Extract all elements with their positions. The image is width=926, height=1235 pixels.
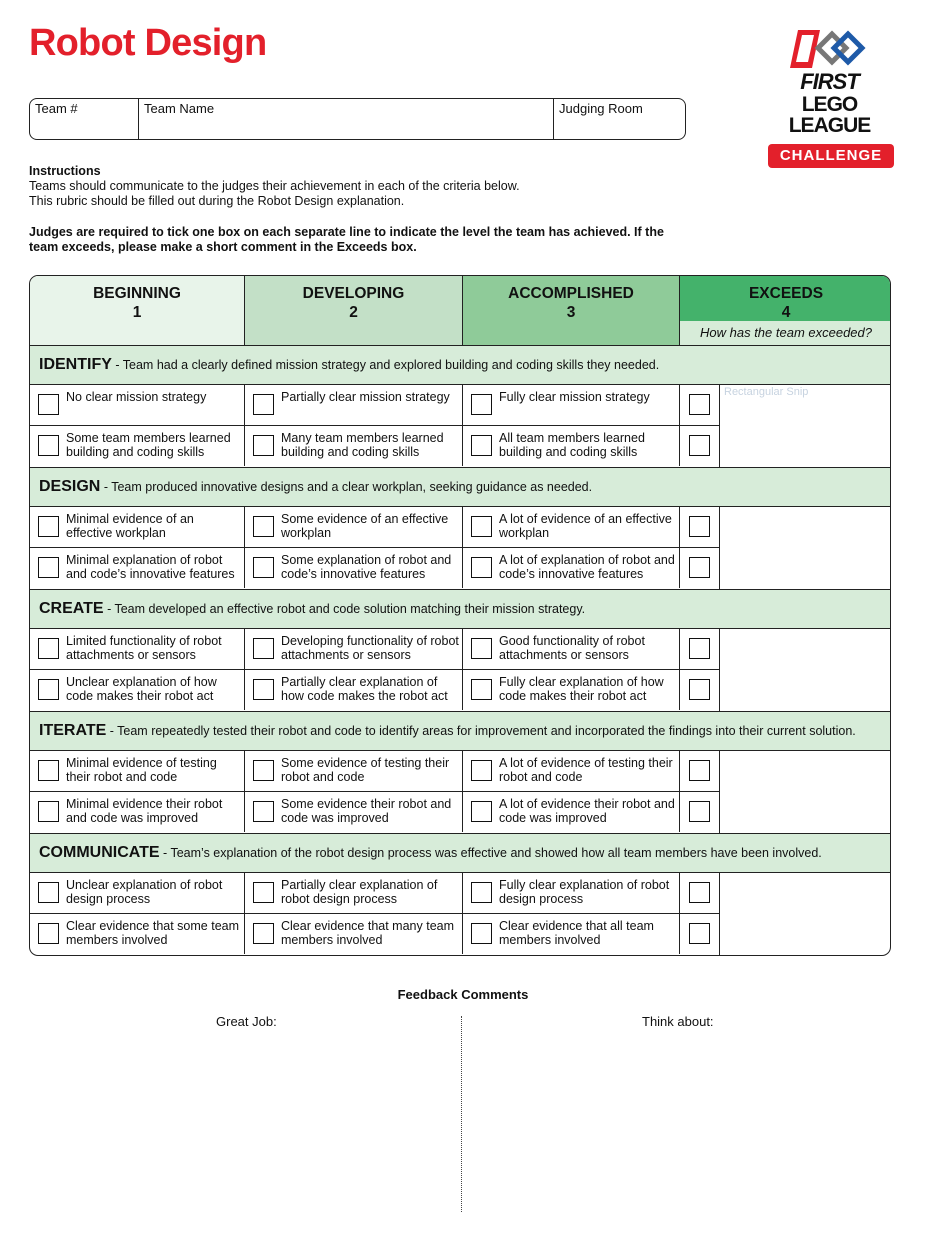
section-header-communicate: [30, 833, 891, 873]
exceeds-checkbox[interactable]: [689, 801, 710, 822]
logo-lego-text: LEGO: [801, 93, 858, 116]
exceeds-checkbox-cell: [680, 507, 720, 548]
criteria-text: Unclear explanation of robot design process: [66, 878, 223, 906]
criteria-text: Minimal evidence of an effective workplan: [66, 512, 194, 540]
criteria-row: [30, 507, 680, 548]
judging-room-label: Judging Room: [559, 101, 643, 116]
criteria-text: A lot of evidence of testing their robot and code: [499, 756, 673, 784]
criteria-cell-beginning: [30, 914, 245, 954]
section-name: CREATE: [39, 600, 104, 617]
criteria-cell-beginning: [30, 751, 245, 791]
exceeds-comment-box[interactable]: [720, 385, 891, 467]
criteria-cell-accomplished: [463, 751, 680, 791]
criteria-text: Partially clear explanation of how code makes the robot act: [281, 675, 448, 703]
section-header-design: [30, 467, 891, 507]
team-number-field[interactable]: [30, 99, 139, 139]
level-name: EXCEEDS: [748, 285, 824, 302]
exceeds-checkbox-cell: [680, 751, 720, 792]
team-info-box: [29, 98, 686, 140]
criteria-text: Minimal evidence of testing their robot and code: [66, 756, 217, 784]
level-checkbox[interactable]: [38, 679, 59, 700]
level-checkbox[interactable]: [471, 679, 492, 700]
criteria-text: A lot of explanation of robot and code’s innovative features: [499, 553, 675, 581]
criteria-cell-beginning: [30, 548, 245, 588]
level-checkbox[interactable]: [38, 923, 59, 944]
instructions-line-1: Teams should communicate to the judges their achievement in each of the criteria below.: [29, 179, 520, 193]
level-checkbox[interactable]: [471, 923, 492, 944]
section-description: - Team repeatedly tested their robot and code to identify areas for improvement and incorporated the findings into their current solution.: [106, 724, 856, 738]
criteria-cell-accomplished: [463, 792, 680, 832]
level-score: 1: [132, 304, 142, 321]
level-checkbox[interactable]: [471, 760, 492, 781]
section-name: COMMUNICATE: [39, 844, 160, 861]
level-checkbox[interactable]: [38, 801, 59, 822]
level-checkbox[interactable]: [253, 435, 274, 456]
exceeds-checkbox[interactable]: [689, 923, 710, 944]
logo-first-text: FIRST: [800, 69, 859, 94]
criteria-text: Clear evidence that some team members involved: [66, 919, 240, 947]
team-name-field[interactable]: [139, 99, 554, 139]
level-checkbox[interactable]: [253, 923, 274, 944]
section-name: ITERATE: [39, 722, 107, 739]
exceeds-comment-box[interactable]: [720, 751, 891, 833]
criteria-cell-accomplished: [463, 873, 680, 913]
criteria-text: Clear evidence that many team members involved: [281, 919, 455, 947]
team-number-label: Team #: [35, 101, 78, 116]
section-header-create: [30, 589, 891, 629]
level-checkbox[interactable]: [38, 760, 59, 781]
criteria-cell-developing: [245, 751, 463, 791]
criteria-cell-beginning: [30, 670, 245, 710]
level-header-beginning: [30, 276, 245, 345]
logo-league-text: LEAGUE: [788, 114, 871, 137]
exceeds-checkbox[interactable]: [689, 882, 710, 903]
criteria-text: Some explanation of robot and code’s innovative features: [281, 553, 452, 581]
criteria-cell-accomplished: [463, 385, 680, 425]
level-checkbox[interactable]: [471, 516, 492, 537]
faint-watermark-text: Rectangular Snip: [724, 386, 809, 398]
criteria-cell-developing: [245, 548, 463, 588]
level-checkbox[interactable]: [471, 801, 492, 822]
criteria-cell-developing: [245, 507, 463, 547]
level-checkbox[interactable]: [253, 638, 274, 659]
section-header-iterate: [30, 711, 891, 751]
criteria-cell-developing: [245, 914, 463, 954]
level-checkbox[interactable]: [38, 882, 59, 903]
exceeds-checkbox-cell: [680, 873, 720, 914]
feedback-think-about-label: Think about:: [642, 1014, 714, 1029]
exceeds-checkbox-cell: [680, 548, 720, 589]
criteria-text: A lot of evidence their robot and code was improved: [499, 797, 675, 825]
criteria-text: Limited functionality of robot attachments or sensors: [66, 634, 222, 662]
criteria-text: Fully clear explanation of how code makes their robot act: [499, 675, 664, 703]
criteria-cell-beginning: [30, 426, 245, 466]
page-title: Robot Design: [29, 22, 267, 64]
criteria-cell-beginning: [30, 873, 245, 913]
criteria-cell-accomplished: [463, 548, 680, 588]
criteria-text: All team members learned building and coding skills: [499, 431, 645, 459]
exceeds-comment-box[interactable]: [720, 629, 891, 711]
section-name: DESIGN: [39, 478, 101, 495]
criteria-text: Unclear explanation of how code makes their robot act: [66, 675, 217, 703]
exceeds-checkbox-cell: [680, 629, 720, 670]
instructions-line-2: This rubric should be filled out during the Robot Design explanation.: [29, 194, 405, 208]
criteria-cell-accomplished: [463, 914, 680, 954]
challenge-badge: CHALLENGE: [768, 144, 894, 168]
criteria-cell-developing: [245, 385, 463, 425]
criteria-cell-beginning: [30, 385, 245, 425]
section-description: - Team developed an effective robot and code solution matching their mission strategy.: [103, 602, 586, 616]
level-checkbox[interactable]: [253, 882, 274, 903]
criteria-text: Partially clear mission strategy: [281, 390, 450, 404]
exceeds-checkbox[interactable]: [689, 679, 710, 700]
level-score: 3: [566, 304, 576, 321]
criteria-text: Partially clear explanation of robot design process: [281, 878, 438, 906]
criteria-text: Some evidence of an effective workplan: [281, 512, 449, 540]
criteria-text: Good functionality of robot attachments or sensors: [499, 634, 645, 662]
instructions-heading: Instructions: [29, 164, 101, 178]
exceeds-checkbox[interactable]: [689, 435, 710, 456]
criteria-row: [30, 873, 680, 914]
level-checkbox[interactable]: [471, 557, 492, 578]
criteria-cell-beginning: [30, 507, 245, 547]
section-description: - Team produced innovative designs and a clear workplan, seeking guidance as needed.: [100, 480, 593, 494]
judging-room-field[interactable]: [554, 99, 685, 139]
level-checkbox[interactable]: [253, 679, 274, 700]
criteria-cell-developing: [245, 670, 463, 710]
level-checkbox[interactable]: [253, 516, 274, 537]
exceeds-comment-box[interactable]: [720, 507, 891, 589]
exceeds-checkbox-cell: [680, 914, 720, 955]
criteria-cell-beginning: [30, 629, 245, 669]
exceeds-checkbox[interactable]: [689, 760, 710, 781]
level-checkbox[interactable]: [471, 435, 492, 456]
criteria-row: [30, 426, 680, 467]
exceeds-checkbox-cell: [680, 792, 720, 833]
exceeds-checkbox[interactable]: [689, 516, 710, 537]
criteria-text: Developing functionality of robot attachments or sensors: [281, 634, 459, 662]
level-checkbox[interactable]: [253, 801, 274, 822]
level-header-developing: [245, 276, 463, 345]
level-checkbox[interactable]: [38, 557, 59, 578]
level-checkbox[interactable]: [471, 394, 492, 415]
criteria-text: Some team members learned building and coding skills: [66, 431, 231, 459]
criteria-row: [30, 670, 680, 711]
first-lego-league-logo: [762, 26, 897, 174]
level-checkbox[interactable]: [471, 882, 492, 903]
criteria-row: [30, 548, 680, 589]
section-description: - Team had a clearly defined mission strategy and explored building and coding skills they needed.: [111, 358, 660, 372]
criteria-text: Clear evidence that all team members involved: [499, 919, 654, 947]
criteria-cell-accomplished: [463, 426, 680, 466]
level-header-exceeds: [680, 276, 891, 345]
level-name: BEGINNING: [93, 285, 181, 302]
criteria-row: [30, 914, 680, 955]
feedback-divider: [461, 1016, 462, 1212]
level-checkbox[interactable]: [38, 638, 59, 659]
level-score: 2: [349, 304, 358, 321]
level-checkbox[interactable]: [38, 435, 59, 456]
criteria-cell-accomplished: [463, 670, 680, 710]
instructions-judge-note: Judges are required to tick one box on each separate line to indicate the level the team has achieved. If the team exceeds, please make a short comment in the Exceeds box.: [29, 225, 664, 254]
exceeds-checkbox[interactable]: [689, 394, 710, 415]
level-header-accomplished: [463, 276, 680, 345]
feedback-title: Feedback Comments: [397, 987, 529, 1002]
feedback-great-job-label: Great Job:: [216, 1014, 277, 1029]
level-name: DEVELOPING: [302, 285, 405, 302]
section-name: IDENTIFY: [39, 356, 112, 373]
exceeds-question: How has the team exceeded?: [680, 321, 891, 345]
criteria-text: Fully clear mission strategy: [499, 390, 650, 404]
rubric-table: [29, 275, 891, 956]
criteria-cell-developing: [245, 873, 463, 913]
criteria-cell-accomplished: [463, 507, 680, 547]
instructions: [29, 164, 679, 255]
exceeds-checkbox-cell: [680, 426, 720, 467]
criteria-text: Minimal explanation of robot and code’s innovative features: [66, 553, 235, 581]
criteria-row: [30, 629, 680, 670]
criteria-cell-developing: [245, 792, 463, 832]
criteria-cell-accomplished: [463, 629, 680, 669]
level-checkbox[interactable]: [253, 760, 274, 781]
criteria-cell-developing: [245, 426, 463, 466]
section-header-identify: [30, 345, 891, 385]
level-checkbox[interactable]: [253, 394, 274, 415]
criteria-text: Some evidence their robot and code was improved: [281, 797, 452, 825]
exceeds-checkbox[interactable]: [689, 638, 710, 659]
criteria-cell-developing: [245, 629, 463, 669]
criteria-text: Fully clear explanation of robot design process: [499, 878, 670, 906]
exceeds-checkbox-cell: [680, 385, 720, 426]
criteria-text: Minimal evidence their robot and code was improved: [66, 797, 223, 825]
criteria-text: A lot of evidence of an effective workplan: [499, 512, 672, 540]
level-checkbox[interactable]: [38, 394, 59, 415]
criteria-text: Many team members learned building and coding skills: [281, 431, 444, 459]
criteria-row: [30, 751, 680, 792]
section-description: - Team’s explanation of the robot design process was effective and showed how all team members have been involved.: [159, 846, 822, 860]
criteria-text: Some evidence of testing their robot and code: [281, 756, 450, 784]
exceeds-checkbox[interactable]: [689, 557, 710, 578]
team-name-label: Team Name: [144, 101, 215, 116]
level-name: ACCOMPLISHED: [508, 285, 634, 302]
level-checkbox[interactable]: [471, 638, 492, 659]
level-score: 4: [781, 304, 791, 321]
exceeds-checkbox-cell: [680, 670, 720, 711]
criteria-row: [30, 385, 680, 426]
level-checkbox[interactable]: [253, 557, 274, 578]
criteria-text: No clear mission strategy: [66, 390, 207, 404]
exceeds-comment-box[interactable]: [720, 873, 891, 955]
level-checkbox[interactable]: [38, 516, 59, 537]
criteria-cell-beginning: [30, 792, 245, 832]
criteria-row: [30, 792, 680, 833]
